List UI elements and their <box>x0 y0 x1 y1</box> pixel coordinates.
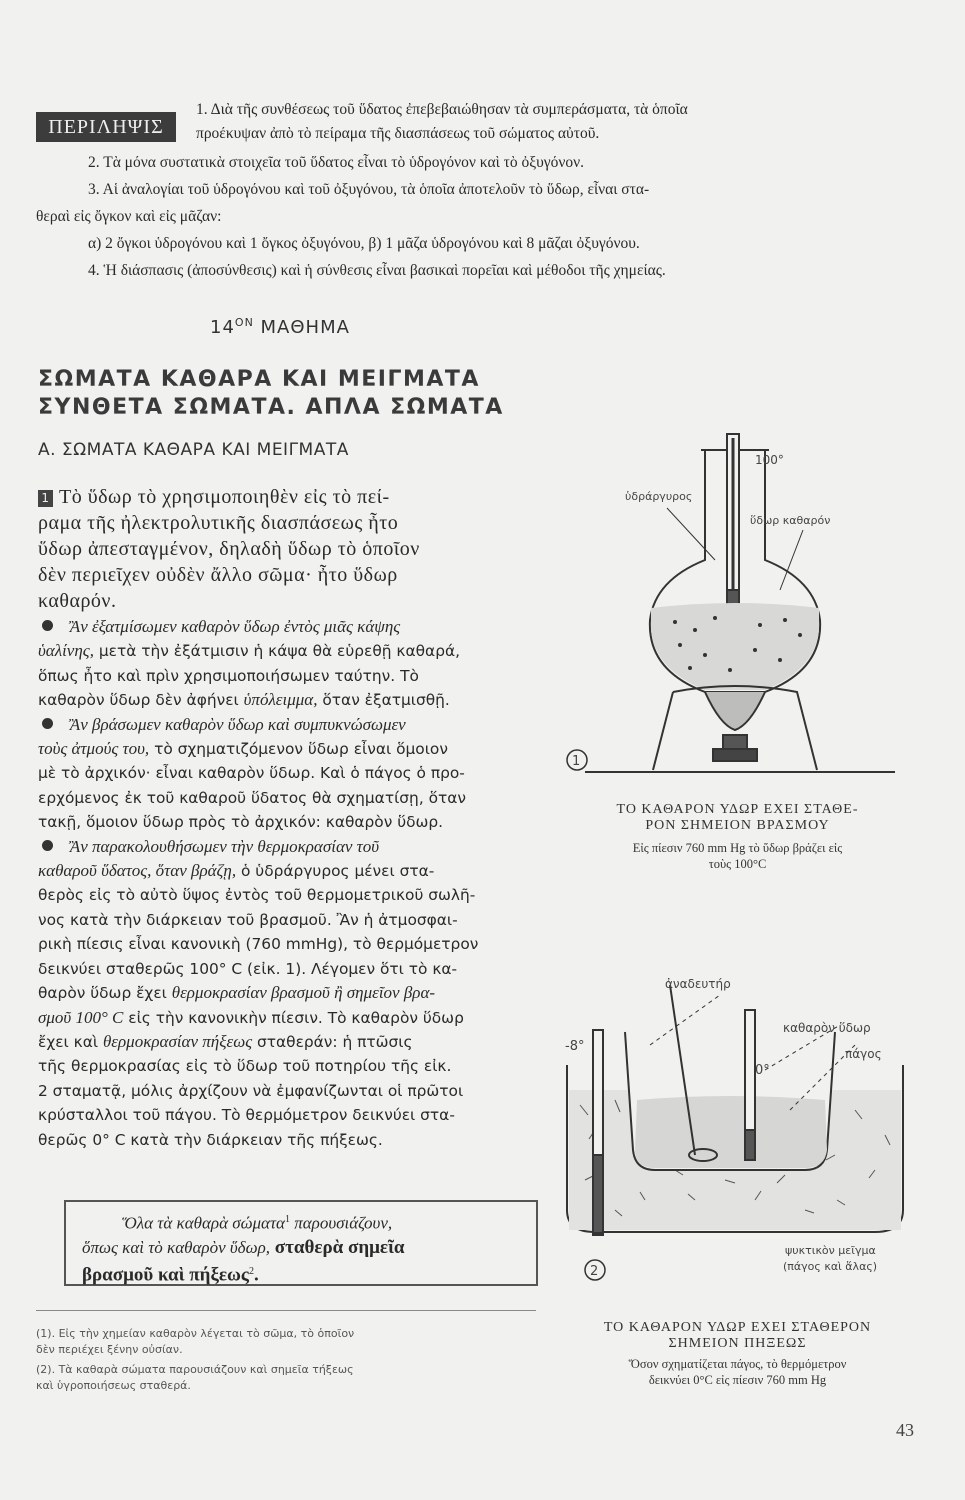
bullet-3 <box>38 835 538 1152</box>
text: μετὰ τὴν ἐξάτμισιν ἡ κάψα θὰ εὑρεθῇ καθαρά, <box>93 642 460 661</box>
footnote-text: (2). Τὰ καθαρὰ σώματα παρουσιάζουν καὶ σημεῖα τήξεως <box>36 1363 354 1376</box>
italic-text: θερμοκρασίαν πήξεως <box>102 1031 253 1051</box>
caption-line: ΡΟΝ ΣΗΜΕΙΟΝ ΒΡΑΣΜΟΥ <box>645 818 830 833</box>
caption-sub: τοὺς 100°C <box>708 857 767 871</box>
italic-text: τοὺς ἀτμούς του, <box>38 739 150 759</box>
summary-item-3c: α) 2 ὄγκοι ὑδρογόνου καὶ 1 ὄγκος ὀξυγόνου, β) 1 μᾶζα ὑδρογόνου καὶ 8 μᾶζαι ὀξυγόνου. <box>88 235 640 252</box>
italic-text: θερμοκρασίαν βρασμοῦ ἢ σημεῖον βρα- <box>171 983 436 1003</box>
fig2-mix-label-2: (πάγος καὶ ἅλας) <box>783 1260 878 1273</box>
text: τὸ σχηματιζόμενον ὕδωρ εἶναι ὅμοιον <box>149 740 448 759</box>
footnote-divider <box>36 1310 536 1311</box>
bullet-icon <box>42 620 53 631</box>
lesson-word: ΜΑΘΗΜΑ <box>260 317 350 338</box>
title-line-1: ΣΩΜΑΤΑ ΚΑΘΑΡΑ ΚΑΙ ΜΕΙΓΜΑΤΑ <box>38 367 480 392</box>
text: τακῇ, ὅμοιον ὕδωρ πρὸς τὸ ἀρχικόν: καθαρὸν ὕδωρ. <box>38 813 444 832</box>
fig2-temp-left: -8° <box>565 1039 585 1054</box>
text: ρικὴ πίεσις εἶναι κανονικὴ (760 mmHg), τὸ θερμόμετρον <box>38 935 479 954</box>
italic-text: ὑπόλειμμα, <box>243 690 318 710</box>
text: θαρὸν ὕδωρ ἔχει <box>38 984 172 1003</box>
fig2-temp-right: 0° <box>755 1063 770 1078</box>
text: ὅπως ἦτο καὶ πρὶν χρησιμοποιήσωμεν ταύτην. Τὸ <box>38 666 419 685</box>
summary-item-3a: 3. Αἱ ἀναλογίαι τοῦ ὑδρογόνου καὶ τοῦ ὀξυγόνου, τὰ ὁποῖα ἀποτελοῦν τὸ ὕδωρ, εἶναι στα- <box>88 181 650 198</box>
paragraph-marker: 1 <box>38 490 53 507</box>
lesson-suffix: ΟΝ <box>234 316 254 329</box>
p1-line: καθαρόν. <box>38 590 117 612</box>
text: ερχόμενος ἐκ τοῦ καθαροῦ ὕδατος θὰ σχηματίσῃ, ὅταν <box>38 788 467 807</box>
text: θερὸς εἰς τὸ αὐτὸ ὕψος ἐντὸς τοῦ θερμομετρικοῦ σωλῆ- <box>38 886 476 905</box>
footnote-ref: 2 <box>248 1265 254 1277</box>
text: θερῶς 0° C κατὰ τὴν διάρκειαν τῆς πήξεως. <box>38 1130 383 1149</box>
caption-line: ΤΟ ΚΑΘΑΡΟΝ ΥΔΩΡ ΕΧΕΙ ΣΤΑΘΕ- <box>616 802 859 817</box>
summary-item-3b: θεραὶ εἰς ὄγκον καὶ εἰς μᾶζαν: <box>36 208 222 225</box>
footnote-text: (1). Εἰς τὴν χημείαν καθαρὸν λέγεται τὸ σῶμα, τὸ ὁποῖον <box>36 1327 355 1340</box>
bullet-2 <box>38 713 538 835</box>
italic-text: ὅπως καὶ τὸ καθαρὸν ὕδωρ, <box>82 1237 270 1257</box>
key-statement-box <box>64 1200 538 1286</box>
italic-text: Ἂν παρακολουθήσωμεν τὴν θερμοκρασίαν τοῦ <box>69 836 380 856</box>
text: ὁ ὑδράργυρος μένει στα- <box>236 862 435 881</box>
chapter-title <box>38 366 504 422</box>
lesson-heading <box>210 316 350 338</box>
caption-sub: Εἰς πίεσιν 760 mm Hg τὸ ὕδωρ βράζει εἰς <box>632 841 843 855</box>
p1-line: ὕδωρ ἀπεσταγμένον, δηλαδὴ ὕδωρ τὸ ὁποῖον <box>38 538 420 560</box>
fig2-ice-label: πάγος <box>845 1047 882 1061</box>
text: 2 σταματᾷ, μόλις ἀρχίζουν νὰ ἐμφανίζωνται οἱ πρῶτοι <box>38 1081 464 1100</box>
fig2-water-label: καθαρὸν ὕδωρ <box>783 1021 871 1035</box>
summary-label: ΠΕΡΙΛΗΨΙΣ <box>36 112 176 142</box>
footnote-ref: 1 <box>284 1214 290 1225</box>
text: καθαρὸν ὕδωρ δὲν ἀφήνει <box>38 691 244 710</box>
caption-sub: Ὅσον σχηματίζεται πάγος, τὸ θερμόμετρον <box>628 1357 847 1371</box>
italic-text: καθαροῦ ὕδατος, ὅταν βράζῃ, <box>38 861 237 881</box>
italic-text: σμοῦ 100° C <box>38 1007 124 1027</box>
main-text <box>38 484 538 1152</box>
footnote-1 <box>36 1326 546 1358</box>
text: εἰς τὴν κανονικὴν πίεσιν. Τὸ καθαρὸν ὕδωρ <box>123 1008 464 1027</box>
section-heading: Α. ΣΩΜΑΤΑ ΚΑΘΑΡΑ ΚΑΙ ΜΕΙΓΜΑΤΑ <box>38 440 349 460</box>
bullet-1 <box>38 615 538 713</box>
title-line-2: ΣΥΝΘΕΤΑ ΣΩΜΑΤΑ. ΑΠΛΑ ΣΩΜΑΤΑ <box>38 395 504 420</box>
bold-text: βρασμοῦ καὶ πήξεως <box>82 1264 249 1286</box>
paragraph-1 <box>38 484 538 614</box>
page-number: 43 <box>896 1420 914 1440</box>
text: δεικνύει σταθερῶς 100° C (εἰκ. 1). Λέγομεν ὅτι τὸ κα- <box>38 959 458 978</box>
italic-text: Ἂν βράσωμεν καθαρὸν ὕδωρ καὶ συμπυκνώσωμεν <box>69 714 406 734</box>
caption-line: ΣΗΜΕΙΟΝ ΠΗΞΕΩΣ <box>668 1336 807 1351</box>
fig1-temp-label: 100° <box>755 453 784 467</box>
fig2-number: 2 <box>590 1264 599 1279</box>
fig2-mix-label: ψυκτικὸν μεῖγμα <box>785 1244 876 1257</box>
figure-2-freezing <box>555 970 915 1290</box>
footnote-text: καὶ ὑγροποιήσεως σταθερά. <box>36 1379 191 1392</box>
italic-text: Ὅλα τὰ καθαρὰ σώματα <box>122 1213 285 1233</box>
text: σταθεράν: ἡ πτῶσις <box>252 1032 413 1051</box>
fig1-water-label: ὕδωρ καθαρόν <box>750 514 831 527</box>
bullet-icon <box>42 840 53 851</box>
bold-text: . <box>253 1264 259 1286</box>
figure-2-caption <box>560 1320 915 1388</box>
summary-item-4: 4. Ἡ διάσπασις (ἀποσύνθεσις) καὶ ἡ σύνθεσις εἶναι βασικαὶ πορεῖαι καὶ μέθοδοι τῆς χημείας. <box>88 262 666 279</box>
fig1-number: 1 <box>572 754 581 769</box>
text: νος κατὰ τὴν διάρκειαν τοῦ βρασμοῦ. Ἂν ἡ ἀτμοσφαι- <box>38 910 458 929</box>
footnote-text: δὲν περιέχει ξένην οὐσίαν. <box>36 1343 183 1356</box>
p1-line: Τὸ ὕδωρ τὸ χρησιμοποιηθὲν εἰς τὸ πεί- <box>59 486 390 508</box>
fig2-stirrer-label: ἀναδευτήρ <box>665 977 731 991</box>
text: ἔχει καὶ <box>38 1032 103 1051</box>
text: ὅταν ἐξατμισθῇ. <box>317 691 450 710</box>
fig1-mercury-label: ὑδράργυρος <box>625 490 693 503</box>
italic-text: Ἂν ἐξατμίσωμεν καθαρὸν ὕδωρ ἐντὸς μιᾶς κάψης <box>69 617 401 636</box>
text: μὲ τὸ ἀρχικόν· εἶναι καθαρὸν ὕδωρ. Καὶ ὁ πάγος ὁ προ- <box>38 764 465 783</box>
caption-line: ΤΟ ΚΑΘΑΡΟΝ ΥΔΩΡ ΕΧΕΙ ΣΤΑΘΕΡΟΝ <box>603 1320 872 1335</box>
figure-1-boiling-flask <box>555 430 915 780</box>
caption-sub: δεικνύει 0°C εἰς πίεσιν 760 mm Hg <box>648 1373 827 1387</box>
summary-item-2: 2. Τὰ μόνα συστατικὰ στοιχεῖα τοῦ ὕδατος εἶναι τὸ ὑδρογόνον καὶ τὸ ὀξυγόνον. <box>88 154 585 171</box>
summary-item-1a: 1. Διὰ τῆς συνθέσεως τοῦ ὕδατος ἐπεβεβαιώθησαν τὰ συμπεράσματα, τὰ ὁποῖα <box>196 101 688 118</box>
p1-line: ραμα τῆς ἠλεκτρολυτικῆς διασπάσεως ἦτο <box>38 512 399 534</box>
footnote-2 <box>36 1362 546 1394</box>
italic-text: ὑαλίνης, <box>38 641 94 661</box>
bullet-icon <box>42 718 53 729</box>
text: κρύσταλλοι τοῦ πάγου. Τὸ θερμόμετρον δεικνύει στα- <box>38 1106 455 1125</box>
summary-item-1b: προέκυψαν ἀπὸ τὸ πείραμα τῆς διασπάσεως τοῦ σώματος αὐτοῦ. <box>196 125 600 142</box>
lesson-number: 14 <box>210 317 235 338</box>
bold-text: σταθερὰ σημεῖα <box>270 1236 405 1258</box>
text: τῆς θερμοκρασίας εἰς τὸ ὕδωρ τοῦ ποτηρίου τῆς εἰκ. <box>38 1057 452 1076</box>
p1-line: δὲν περιεῖχεν οὐδὲν ἄλλο σῶμα· ἦτο ὕδωρ <box>38 564 398 586</box>
summary <box>36 98 916 284</box>
figure-1-caption <box>560 802 915 872</box>
italic-text: παρουσιάζουν, <box>289 1213 393 1233</box>
